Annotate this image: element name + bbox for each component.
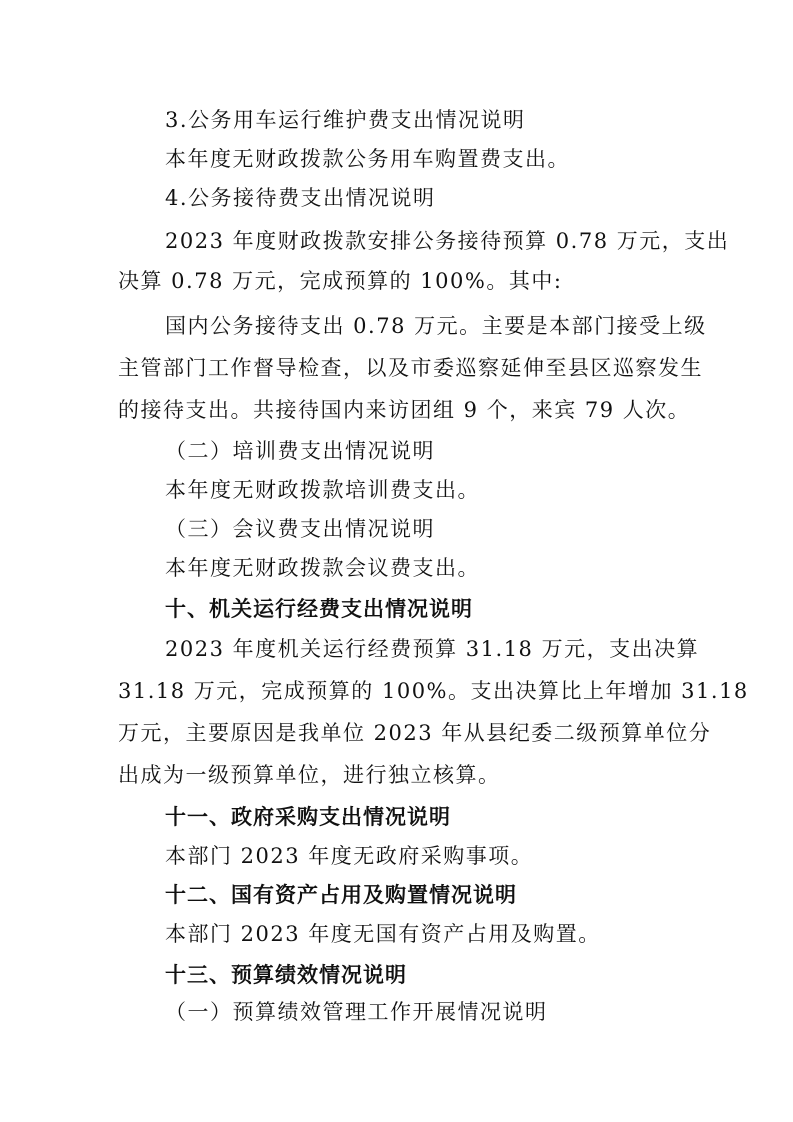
paragraph-line: 本部门 2023 年度无政府采购事项。 bbox=[165, 844, 534, 868]
paragraph-line: 本部门 2023 年度无国有资产占用及购置。 bbox=[165, 922, 601, 946]
paragraph-line: 国内公务接待支出 0.78 万元。主要是本部门接受上级 bbox=[165, 314, 707, 338]
paragraph-line: 主管部门工作督导检查，以及市委巡察延伸至县区巡察发生 bbox=[118, 356, 703, 380]
paragraph-line: 2023 年度机关运行经费预算 31.18 万元，支出决算 bbox=[165, 637, 700, 661]
paragraph-line: 本年度无财政拨款公务用车购置费支出。 bbox=[165, 147, 570, 171]
paragraph-line: 决算 0.78 万元，完成预算的 100%。其中: bbox=[118, 269, 563, 293]
paragraph-line: 2023 年度财政拨款安排公务接待预算 0.78 万元，支出 bbox=[165, 229, 730, 253]
subheading-meeting: （三）会议费支出情况说明 bbox=[165, 517, 435, 541]
subheading-reception: 4.公务接待费支出情况说明 bbox=[165, 186, 436, 210]
subheading-vehicle-maintenance: 3.公务用车运行维护费支出情况说明 bbox=[165, 108, 526, 132]
subheading-performance: （一）预算绩效管理工作开展情况说明 bbox=[165, 1000, 548, 1024]
paragraph-line: 的接待支出。共接待国内来访团组 9 个，来宾 79 人次。 bbox=[118, 398, 691, 422]
paragraph-line: 31.18 万元，完成预算的 100%。支出决算比上年增加 31.18 bbox=[118, 679, 749, 703]
section-heading-11: 十一、政府采购支出情况说明 bbox=[165, 805, 451, 829]
paragraph-line: 本年度无财政拨款会议费支出。 bbox=[165, 556, 480, 580]
section-heading-13: 十三、预算绩效情况说明 bbox=[165, 963, 407, 987]
paragraph-line: 出成为一级预算单位，进行独立核算。 bbox=[118, 763, 501, 787]
subheading-training: （二）培训费支出情况说明 bbox=[165, 439, 435, 463]
section-heading-12: 十二、国有资产占用及购置情况说明 bbox=[165, 883, 517, 907]
section-heading-10: 十、机关运行经费支出情况说明 bbox=[165, 597, 473, 621]
paragraph-line: 万元，主要原因是我单位 2023 年从县纪委二级预算单位分 bbox=[118, 721, 712, 745]
paragraph-line: 本年度无财政拨款培训费支出。 bbox=[165, 478, 480, 502]
